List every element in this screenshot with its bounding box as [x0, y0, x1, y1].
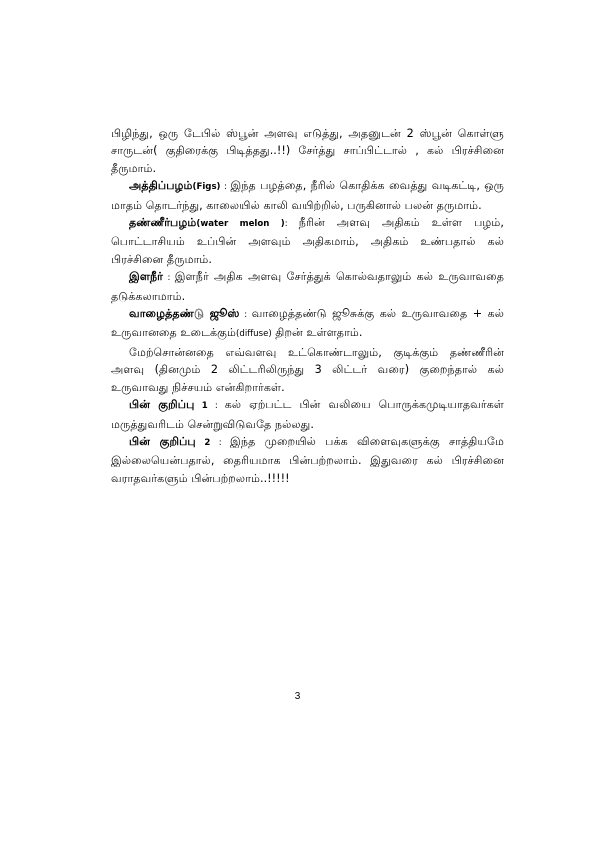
heading-tender-coconut: இளநீர் — [129, 270, 163, 284]
heading-figs-english: (Figs) — [192, 182, 221, 193]
paragraph-banana-stem-juice — [111, 305, 504, 344]
paragraph-water-intake: மேற்சொன்னதை எவ்வளவு உட்கொண்டாலும், குடிக்கும் தண்ணீரின் அளவு (தினமும் 2 லிட்டரிலிருந்து 3 லிட்டர் வரை) குறைந்தால் கல் உருவாவது நிச்சயம் என்கிறார்கள். — [111, 345, 504, 394]
page-number: 3 — [294, 691, 301, 702]
paragraph-note-1 — [111, 396, 504, 433]
separator: : — [284, 219, 299, 230]
paragraph-watermelon — [111, 214, 504, 268]
paragraph-tender-coconut — [111, 268, 504, 305]
banana-stem-text: வாழைத்தண்டு ஜூசுக்கு கல் உருவாவதை + கல் உருவானதை உடைக்கும் — [111, 307, 505, 340]
separator: : — [207, 401, 225, 412]
heading-note-2: பின் குறிப்பு — [129, 434, 196, 448]
heading-watermelon-english: (water melon ) — [196, 219, 285, 230]
heading-watermelon: தண்ணீர்பழம் — [129, 216, 197, 230]
banana-stem-english: (diffuse) — [236, 329, 272, 340]
separator: : — [220, 182, 231, 193]
banana-stem-text-end: திறன் உள்ளதாம். — [271, 326, 363, 340]
note-1-text: கல் ஏற்பட்ட பின் வலியை பொருக்கமுடியாதவர்கள் மருத்துவரிடம் சென்றுவிடுவதே நல்லது. — [111, 398, 504, 431]
paragraph-intro: பிழிந்து, ஒரு டேபில் ஸ்பூன் அளவு எடுத்து, அதனுடன் 2 ஸ்பூன் கொள்ளு சாருடன்( குதிரைக்கு பிடித்தது..!!) சேர்த்து சாப்பிட்டால் , கல் பிரச்சினை தீருமாம். — [111, 127, 504, 175]
figs-text: இந்த பழத்தை, நீரில் கொதிக்க வைத்து வடிகட்டி, ஒரு மாதம் தொடர்ந்து, காலையில் காலி வயிற்றில், பருகினால் பலன் தருமாம். — [111, 179, 504, 212]
note-2-number: 2 — [195, 437, 211, 448]
body-text — [111, 125, 504, 487]
paragraph-note-2 — [111, 433, 504, 487]
tender-coconut-text: இளநீர் அதிக அளவு சேர்த்துக் கொல்வதாலும் கல் உருவாவதை தடுக்கலாமாம். — [111, 270, 504, 303]
note-1-number: 1 — [194, 401, 208, 412]
heading-figs: அத்திப்பழம் — [129, 179, 193, 193]
note-2-text: இந்த முறையில் பக்க விளைவுகளுக்கு சாத்தியமே இல்லையென்பதால், தைரியமாக பின்பற்றலாம். இதுவரை கல் பிரச்சினை வராதவர்களும் பின்பற்றலாம்..!!!!! — [111, 434, 504, 485]
watermelon-text: நீரின் அளவு அதிகம் உள்ள பழம், பொட்டாசியம் உப்பின் அளவும் அதிகமாம், அதிகம் உண்பதால் கல் பிரச்சினை தீருமாம். — [111, 216, 504, 266]
separator: : — [210, 437, 231, 448]
paragraph-figs — [111, 177, 504, 214]
heading-note-1: பின் குறிப்பு — [129, 398, 195, 412]
separator: : — [163, 273, 175, 284]
heading-banana-stem-juice: வாழைத்தண்டு ஜூஸ் — [129, 307, 240, 321]
separator: : — [239, 310, 252, 321]
